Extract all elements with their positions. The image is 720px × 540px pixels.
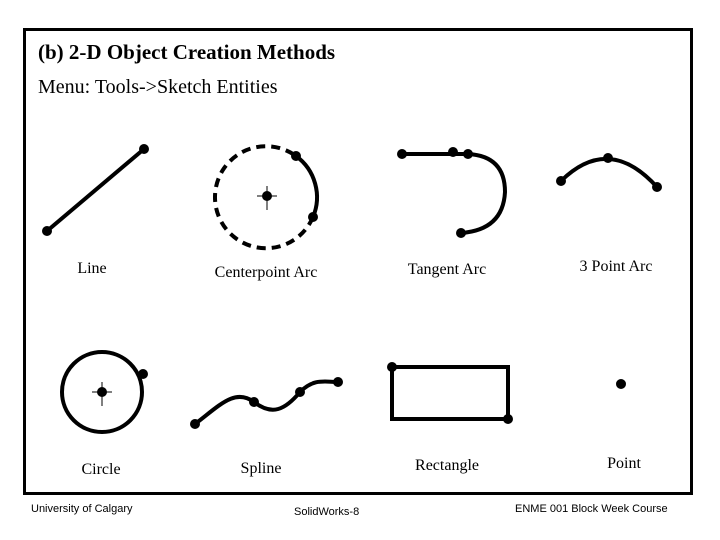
- circle-edge-point: [138, 369, 148, 379]
- tangent-arc-example: [397, 147, 505, 238]
- arc-endpoint: [308, 212, 318, 222]
- footer-slide-number: SolidWorks-8: [294, 506, 360, 518]
- rectangle-example: [387, 362, 513, 424]
- arc-endpoint: [291, 151, 301, 161]
- menu-path: Menu: Tools->Sketch Entities: [38, 76, 278, 98]
- label-tangent-arc: Tangent Arc: [407, 261, 487, 278]
- line-example: [42, 144, 149, 236]
- label-spline: Spline: [240, 460, 282, 477]
- sketch-point: [616, 379, 626, 389]
- line-endpoint: [42, 226, 52, 236]
- point-example: [616, 379, 626, 389]
- footer-institution: University of Calgary: [31, 503, 133, 515]
- tangent-arc-point: [397, 149, 407, 159]
- slide-title: (b) 2-D Object Creation Methods: [38, 40, 336, 64]
- label-three-point-arc: 3 Point Arc: [579, 258, 653, 275]
- tangent-arc-point: [456, 228, 466, 238]
- spline-point: [190, 419, 200, 429]
- spline-point: [333, 377, 343, 387]
- tangent-arc-point: [448, 147, 458, 157]
- circle-example: [62, 352, 148, 432]
- spline-example: [190, 377, 343, 429]
- three-point-arc-example: [556, 153, 662, 192]
- label-point: Point: [607, 455, 641, 472]
- three-point-arc-point: [652, 182, 662, 192]
- label-rectangle: Rectangle: [415, 457, 479, 474]
- rectangle-corner-point: [387, 362, 397, 372]
- label-centerpoint-arc: Centerpoint Arc: [214, 264, 318, 281]
- spline-point: [295, 387, 305, 397]
- centerpoint-arc-example: [215, 146, 318, 248]
- label-line: Line: [77, 260, 107, 277]
- spline-point: [249, 397, 259, 407]
- three-point-arc-point: [556, 176, 566, 186]
- footer-course: ENME 001 Block Week Course: [515, 503, 668, 515]
- label-circle: Circle: [81, 461, 121, 478]
- line-endpoint: [139, 144, 149, 154]
- tangent-arc-point: [463, 149, 473, 159]
- three-point-arc-point: [603, 153, 613, 163]
- rectangle-corner-point: [503, 414, 513, 424]
